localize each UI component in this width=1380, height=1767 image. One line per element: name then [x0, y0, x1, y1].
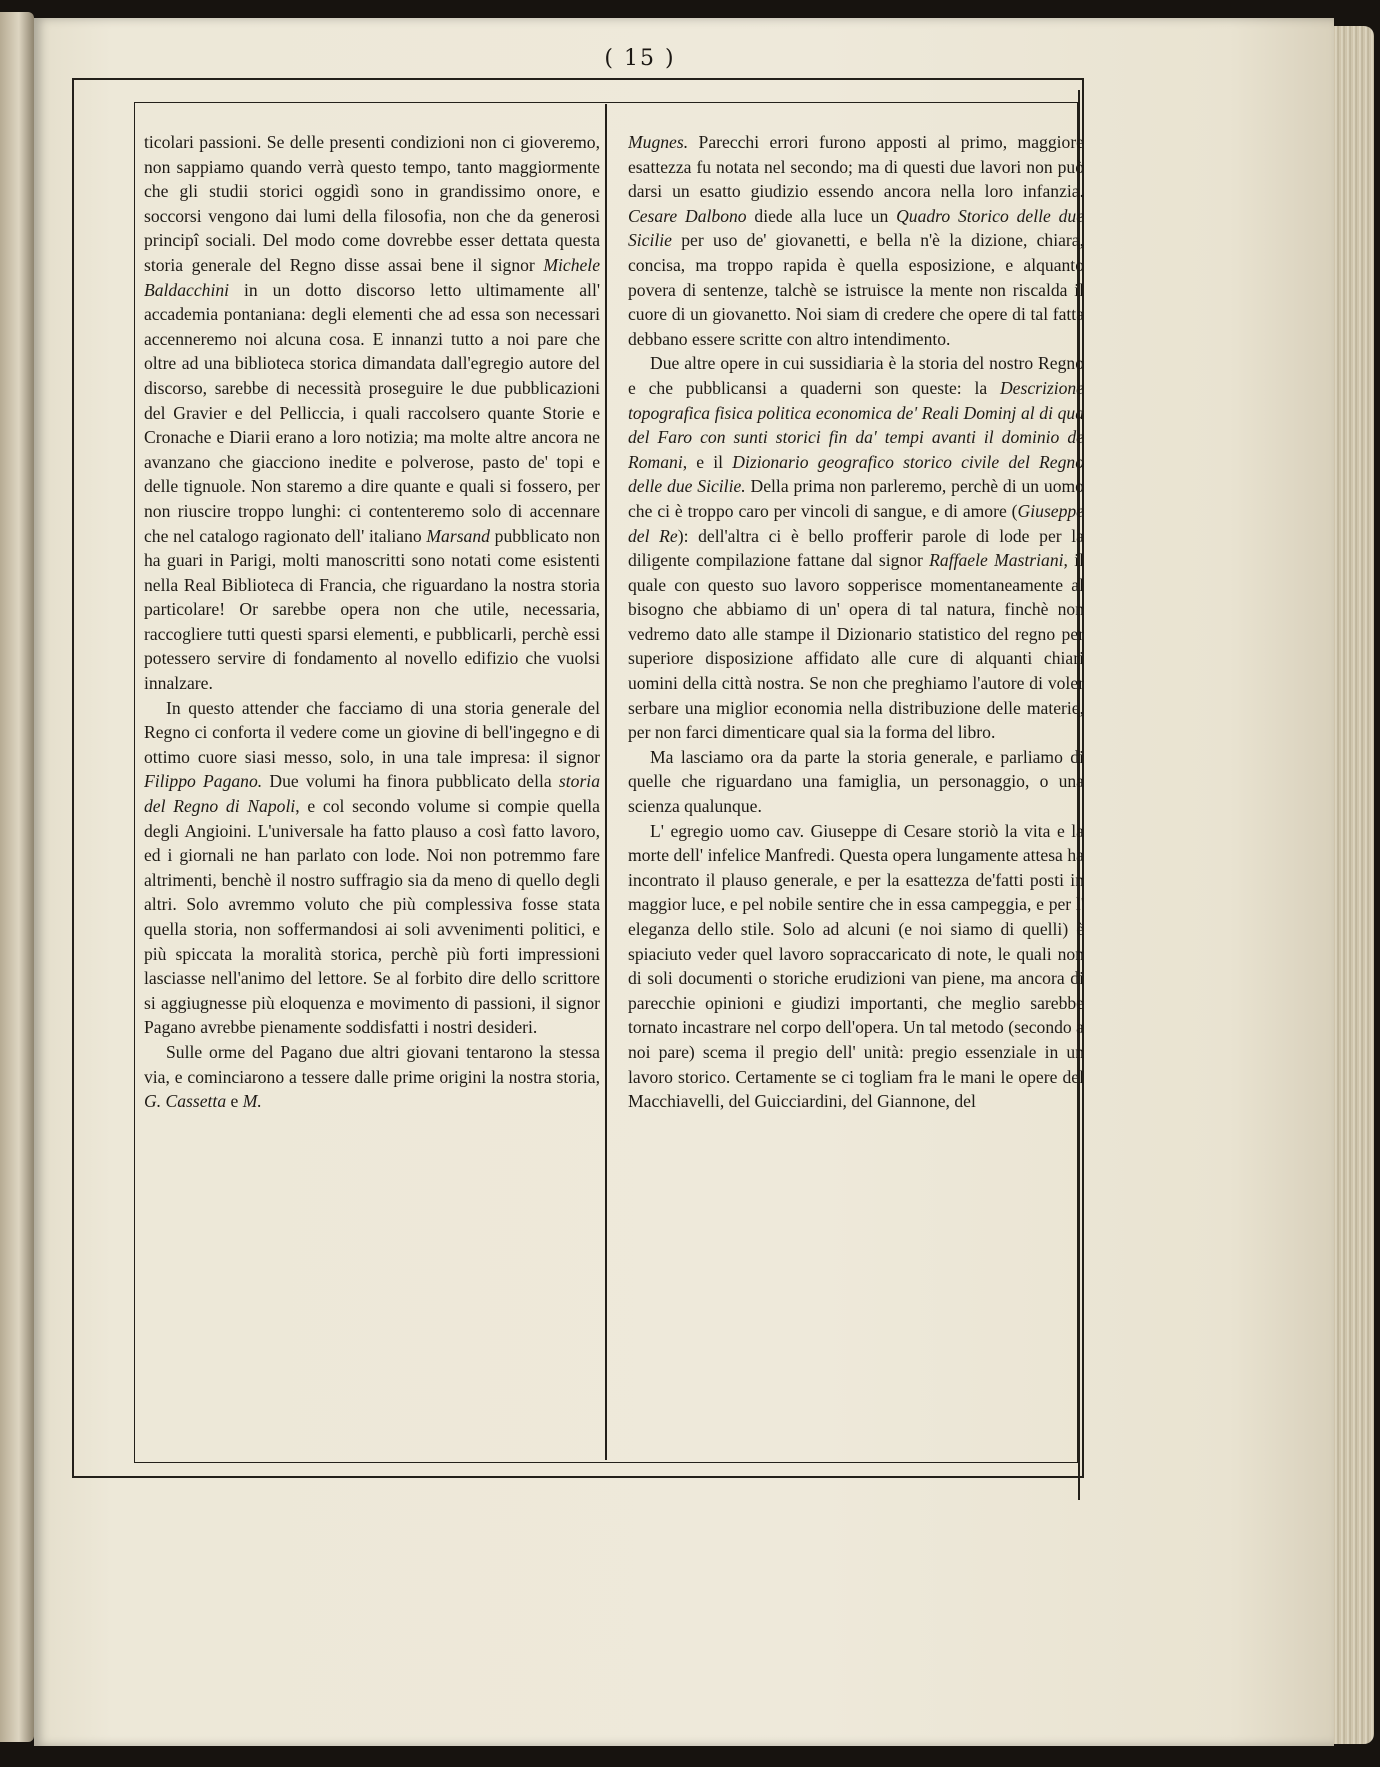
- text-run: In questo attender che facciamo di una storia generale del Regno ci conforta il vedere come un giovine di bell'ingegno e di ottimo cuore siasi messo, solo, in una tale impresa: il signor: [144, 697, 600, 767]
- left-column: [144, 130, 600, 1450]
- right-column: [628, 130, 1084, 1450]
- paragraph: [144, 696, 600, 1040]
- text-run: ): dell'altra ci è bello profferir parole di lode per la diligente compilazione fattane dal signor: [628, 525, 1084, 571]
- author-name: M.: [242, 1091, 262, 1112]
- author-name: Mugnes.: [628, 132, 689, 152]
- author-name: Filippo Pagano.: [144, 771, 263, 792]
- text-run: Parecchi errori furono apposti al primo, maggiore esattezza fu notata nel secondo; ma di questi due lavori non può darsi un esatto giudizio essendo ancora nella loro infanzia.: [628, 132, 1084, 202]
- author-name: Marsand: [426, 525, 490, 546]
- author-name: Cesare Dalbono: [628, 205, 747, 226]
- text-run: e: [226, 1091, 243, 1112]
- page-number: ( 15 ): [604, 46, 676, 71]
- book-title: Dizionario geografico storico civile del Regno delle due Sicilie.: [628, 451, 1084, 497]
- paragraph: Ma lasciamo ora da parte la storia generale, e parliamo di quelle che riguardano una famiglia, un personaggio, o una scienza qualunque.: [628, 746, 1084, 817]
- paragraph: [628, 351, 1084, 745]
- text-run: Due volumi ha finora pubblicato della: [262, 771, 559, 792]
- frame-shadow-bottom: [78, 1476, 1080, 1478]
- text-run: in un dotto discorso letto ultimamente all' accademia pontaniana: degli elementi che ad essa son necessari accenneremo noi alcuna cosa. E innanzi tutto a noi pare che oltre ad una biblioteca storica dimandata dall'egregio autore del discorso, sarebbe di necessità proseguire le due pubblicazioni del Gravier e del Pelliccia, i quali raccolsero quante Storie e Cronache e Diarii erano a loro notizia; ma molte altre ancora ne avanzano che giacciono inedite e polverose, pasto de' topi e delle tignuole. Non staremo a dire quante e quali si fossero, per non riuscire troppo lunghi: ci contenteremo solo di accennare che nel catalogo ragionato dell' italiano: [144, 279, 600, 546]
- author-name: Michele Baldacchini: [144, 254, 600, 300]
- text-run: Sulle orme del Pagano due altri giovani tentarono la stessa via, e cominciarono a tessere dalle prime origini la nostra storia,: [144, 1041, 600, 1087]
- book-title: Quadro Storico delle due Sicilie: [628, 205, 1084, 251]
- text-run: per uso de' giovanetti, e bella n'è la dizione, chiara, concisa, ma troppo rapida è quella esposizione, e alquanto povera di sentenze, talchè se istruisce la mente non riscalda il cuore di un giovanetto. Noi siam di credere che opere di tal fatta debbano essere scritte con altro intendimento.: [628, 230, 1084, 349]
- text-run: , e il: [682, 451, 733, 472]
- book-title: storia del Regno di Napoli: [144, 771, 600, 817]
- paragraph: [144, 1040, 600, 1114]
- text-run: pubblicato non ha guari in Parigi, molti manoscritti sono notati come esistenti nella Real Biblioteca di Francia, che riguardano la nostra storia particolare! Or sarebbe opera non che utile, necessaria, raccogliere tutti questi sparsi elementi, e pubblicarli, perchè essi potessero servire di fondamento al novello edifizio che vuolsi innalzare.: [144, 525, 600, 694]
- author-name: G. Cassetta: [144, 1091, 227, 1112]
- column-divider: [605, 104, 607, 1460]
- text-run: , il quale con questo suo lavoro sopperisce momentaneamente al bisogno che abbiamo di un' opera di tal natura, finchè non vedremo dato alle stampe il Dizionario statistico del regno per superiore disposizione affidato alle cure di alquanti chiari uomini della città nostra. Se non che preghiamo l'autore di voler serbare una miglior economia nella distribuzione delle materie, per non farci dimenticare qual sia la forma del libro.: [628, 550, 1084, 743]
- author-name: Raffaele Mastriani: [929, 550, 1064, 571]
- paragraph: [628, 130, 1084, 351]
- paragraph: L' egregio uomo cav. Giuseppe di Cesare storiò la vita e la morte dell' infelice Manfredi. Questa opera lungamente attesa ha incontrato il plauso generale, e per la esattezza de'fatti posti in maggior luce, e pel nobile sentire che in essa campeggia, e per l' eleganza dello stile. Solo ad alcuni (e noi siamo di quelli) è spiaciuto veder quel lavoro sopraccaricato di note, le quali non di soli documenti o storiche erudizioni van piene, ma ancora di parecchie opinioni e giudizi importanti, che meglio sarebbe tornato incastrare nel corpo dell'opera. Un tal metodo (secondo a noi pare) scema il pregio dell' unità: pregio essenziale in un lavoro storico. Certamente se ci togliam fra le mani le opere del Macchiavelli, del Guicciardini, del Giannone, del: [628, 820, 1084, 1112]
- text-run: , e col secondo volume si compie quella degli Angioini. L'universale ha fatto plauso a così fatto lavoro, ed i giornali ne han parlato con lode. Noi non potremmo fare altrimenti, benchè il nostro suffragio sia da meno di quello degli altri. Solo avremmo voluto che più complessiva fosse stata quella storia, non soffermandosi ai soli avvenimenti politici, e più spiccata la moralità storica, perchè più forti impressioni lasciasse nell'animo del lettore. Se al forbito dire dello scrittore si aggiugnesse più eloquenza e movimento di passioni, il signor Pagano avrebbe pienamente soddisfatti i nostri desideri.: [144, 796, 600, 1038]
- book-title: Descrizione topografica fisica politica economica de' Reali Dominj al di qua del Faro con sunti storici fin da' tempi avanti il dominio de Romani: [628, 377, 1084, 472]
- facing-page-edge: [0, 12, 34, 1742]
- text-run: diede alla luce un: [746, 205, 897, 226]
- text-run: ticolari passioni. Se delle presenti condizioni non ci gioveremo, non sappiamo quando verrà questo tempo, tanto maggiormente che gli studii storici oggidì sono in grandissimo onore, e soccorsi vengono dai lumi della filosofia, non che da generosi principî sociali. Del modo come dovrebbe esser dettata questa storia generale del Regno disse assai bene il signor: [144, 132, 600, 275]
- author-name: Giuseppe del Re: [628, 500, 1084, 546]
- text-run: Della prima non parleremo, perchè di un uomo che ci è troppo caro per vincoli di sangue, e di amore (: [628, 476, 1084, 521]
- paragraph: [144, 130, 600, 696]
- page-stack-edge: [1334, 26, 1374, 1744]
- text-run: Due altre opere in cui sussidiaria è la storia del nostro Regno e che pubblicansi a quaderni son queste: la: [628, 353, 1084, 398]
